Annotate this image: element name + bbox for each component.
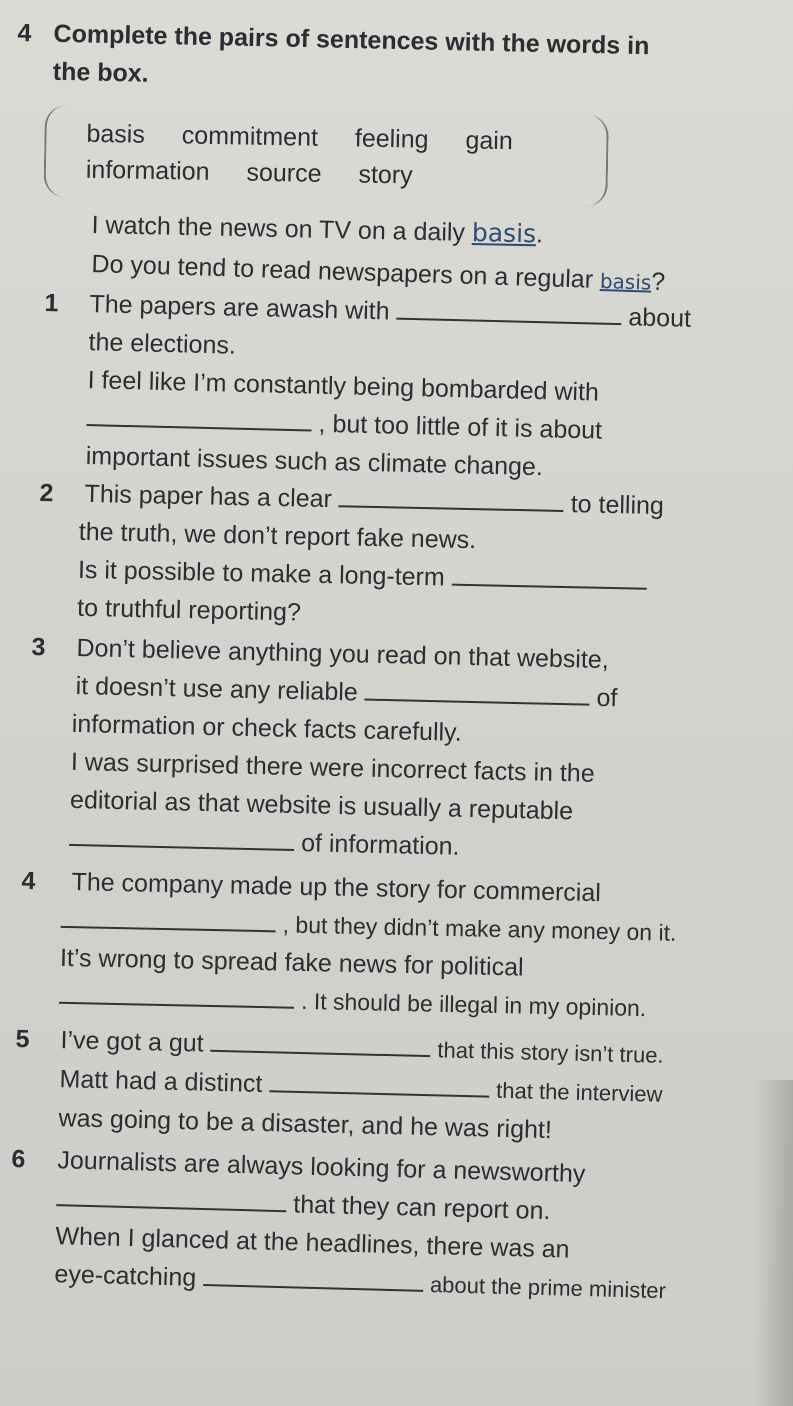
answer-blank[interactable] <box>59 982 294 1009</box>
sentence-text: , but they didn’t make any money on it. <box>282 911 677 946</box>
instruction-line-2: the box. <box>52 57 149 88</box>
item-5 <box>13 1020 756 1154</box>
item-4-sentence-b: It’s wrong to spread fake news for political <box>59 943 524 982</box>
item-3-sentence-b: I was surprised there were incorrect facts in the <box>70 747 595 788</box>
item-1-sentence-b-cont: important issues such as climate change. <box>85 442 544 482</box>
word-feeling: feeling <box>354 124 429 154</box>
answer-blank[interactable] <box>339 485 564 512</box>
exercise-number: 4 <box>17 18 32 48</box>
answer-blank[interactable] <box>56 1184 286 1212</box>
item-number: 2 <box>39 478 54 508</box>
item-6-sentence-b: When I glanced at the headlines, there was an <box>55 1222 570 1264</box>
answer-blank[interactable] <box>365 679 590 706</box>
item-6 <box>8 1140 752 1312</box>
example-1-answer: basis <box>471 217 537 249</box>
sentence-text: The papers are awash with <box>89 290 390 326</box>
answer-blank[interactable] <box>269 1070 489 1097</box>
sentence-text: Is it possible to make a long-term <box>77 555 446 592</box>
answer-blank[interactable] <box>87 404 312 431</box>
item-number: 6 <box>11 1144 26 1174</box>
item-3-sentence-a-cont: information or check facts carefully. <box>71 709 463 747</box>
sentence-text: about <box>628 303 692 333</box>
word-information: information <box>85 155 210 186</box>
sentence-text: to telling <box>570 490 665 521</box>
word-box-row-1 <box>86 120 543 157</box>
item-3-sentence-a: Don’t believe anything you read on that website, <box>76 634 610 675</box>
item-4 <box>19 862 752 1029</box>
answer-blank[interactable] <box>210 1030 430 1057</box>
answer-blank[interactable] <box>396 298 621 325</box>
word-story: story <box>358 160 413 190</box>
sentence-text: . It should be illegal in my opinion. <box>300 987 647 1022</box>
item-2-sentence-a-cont: the truth, we don’t report fake news. <box>78 517 477 555</box>
word-box <box>43 105 609 207</box>
sentence-text: it doesn’t use any reliable <box>75 672 359 707</box>
item-3-sentence-b-cont: editorial as that website is usually a reputable <box>69 785 574 826</box>
answer-blank[interactable] <box>203 1264 424 1292</box>
sentence-text: of <box>596 683 618 713</box>
sentence-text: that the interview <box>495 1077 663 1107</box>
instruction-line-1: Complete the pairs of sentences with the words in <box>53 19 650 61</box>
sentence-text: Matt had a distinct <box>59 1065 263 1099</box>
item-2-sentence-b-cont: to truthful reporting? <box>76 593 302 627</box>
example-2-answer: basis <box>599 268 652 295</box>
word-gain: gain <box>465 126 513 156</box>
sentence-text: about the prime minister <box>429 1271 667 1304</box>
item-number: 4 <box>21 866 36 896</box>
sentence-text: that they can report on. <box>292 1190 551 1226</box>
item-2 <box>37 474 760 641</box>
sentence-text: This paper has a clear <box>84 479 333 514</box>
answer-blank[interactable] <box>61 906 276 932</box>
item-number: 1 <box>44 288 59 318</box>
item-1-sentence-a-cont: the elections. <box>88 328 237 360</box>
item-number: 3 <box>31 632 46 662</box>
item-6-sentence-a: Journalists are always looking for a newsworthy <box>57 1146 586 1189</box>
sentence-text: , but too little of it is about <box>318 409 603 445</box>
word-box-row-2 <box>86 156 443 191</box>
item-4-sentence-a: The company made up the story for commercial <box>71 868 602 908</box>
item-3 <box>27 628 752 872</box>
example-2-text: Do you tend to read newspapers on a regular <box>91 250 601 294</box>
exercise-heading <box>16 14 757 105</box>
page-spine-shadow <box>753 1080 793 1406</box>
sentence-text: eye-catching <box>54 1260 197 1292</box>
answer-blank[interactable] <box>69 824 294 851</box>
word-basis: basis <box>86 119 146 149</box>
word-commitment: commitment <box>181 121 319 152</box>
example-1-end: . <box>535 220 544 249</box>
example-2-end: ? <box>650 267 666 297</box>
example-1-text: I watch the news on TV on a daily <box>91 210 473 247</box>
item-1 <box>40 284 764 492</box>
item-5-sentence-b-cont: was going to be a disaster, and he was right! <box>58 1104 553 1145</box>
sentence-text: that this story isn’t true. <box>437 1037 664 1068</box>
answer-blank[interactable] <box>452 564 647 590</box>
example-sentence-1 <box>91 210 543 249</box>
word-source: source <box>246 158 322 188</box>
sentence-text: of information. <box>300 829 460 861</box>
item-number: 5 <box>15 1024 30 1054</box>
sentence-text: I’ve got a gut <box>60 1026 204 1058</box>
item-1-sentence-b: I feel like I’m constantly being bombarded with <box>87 366 600 407</box>
